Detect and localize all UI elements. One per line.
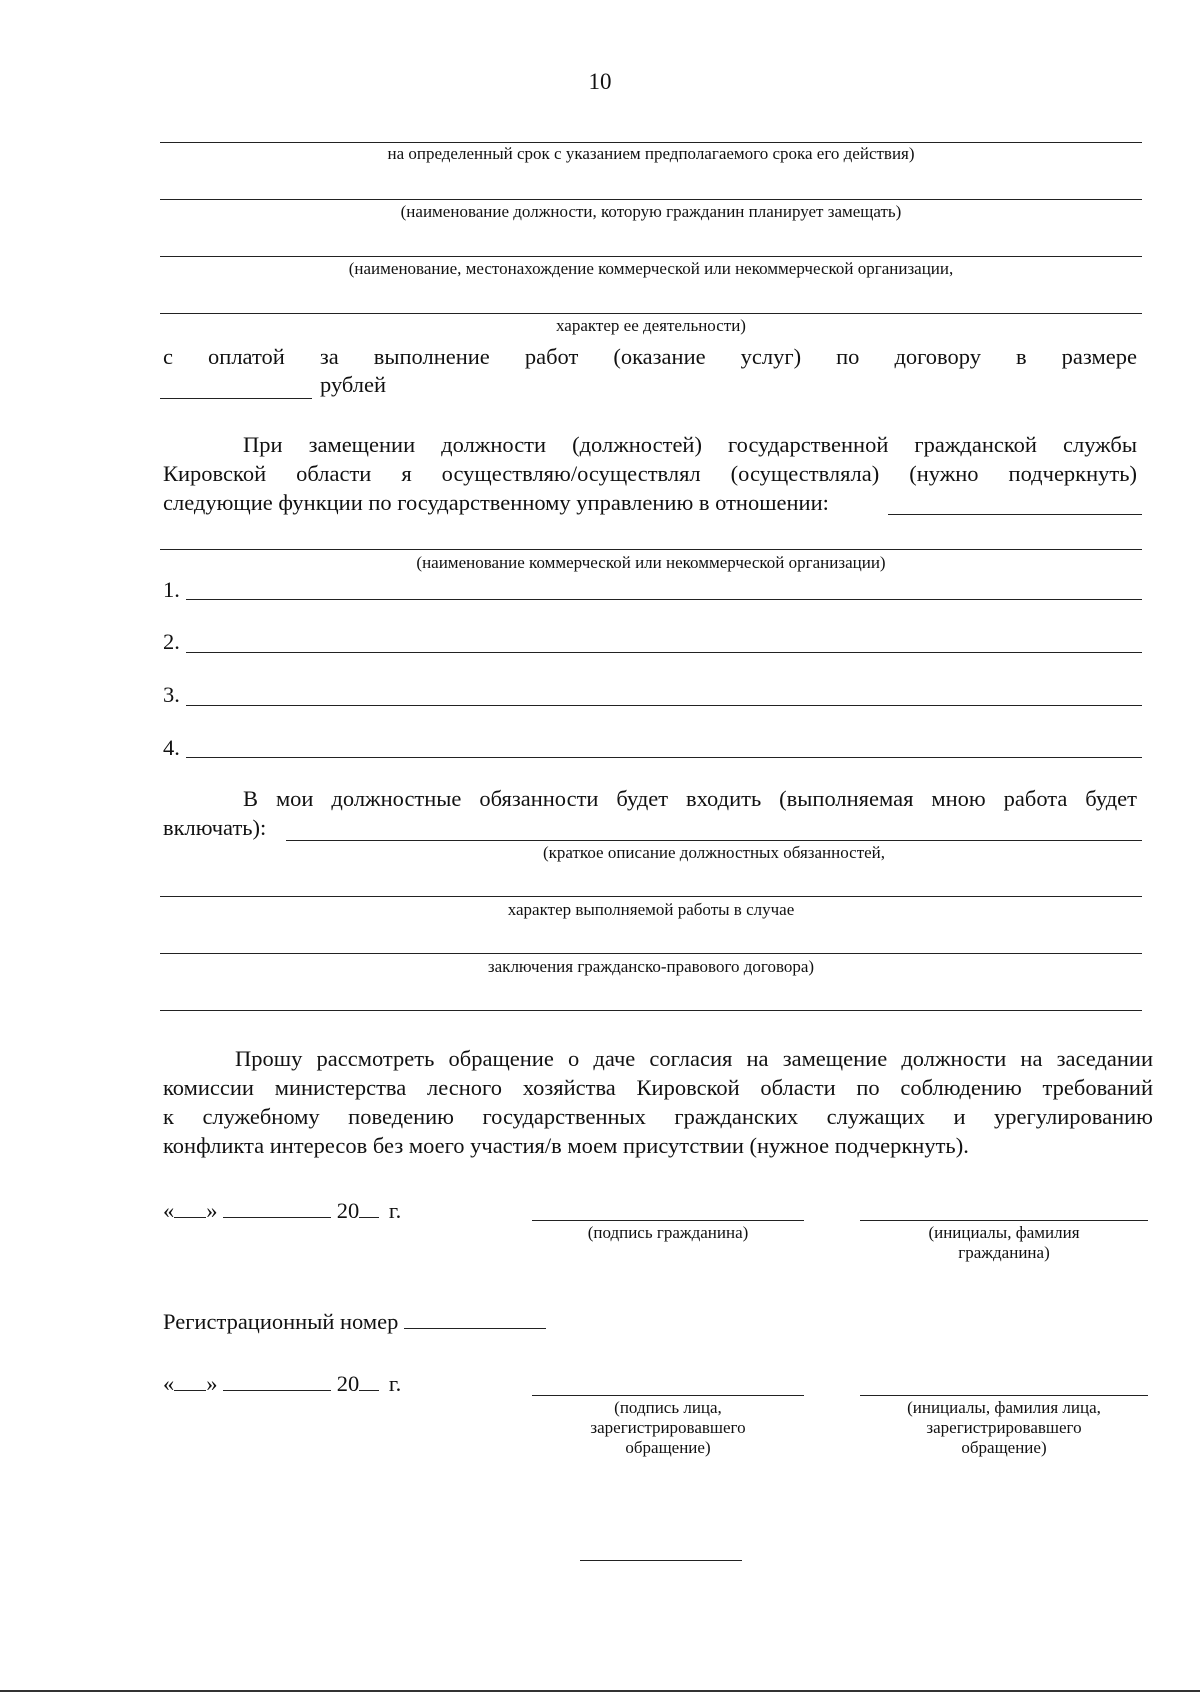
end-separator bbox=[580, 1560, 742, 1561]
caption-activity: характер ее деятельности) bbox=[556, 316, 746, 335]
amount-field[interactable] bbox=[160, 398, 312, 399]
registrar-signature-caption bbox=[532, 1398, 804, 1458]
scan-edge-line bbox=[0, 1690, 1200, 1692]
fill-line[interactable] bbox=[160, 199, 1142, 200]
caption-position: (наименование должности, которую гражданин планирует замещать) bbox=[400, 202, 902, 221]
payment-word: выполнение bbox=[373, 344, 490, 369]
paragraph-line: следующие функции по государственному управлению в отношении: bbox=[163, 490, 829, 515]
fill-line[interactable] bbox=[160, 896, 1142, 897]
item-field[interactable] bbox=[186, 705, 1142, 706]
payment-word: услуг) bbox=[740, 344, 802, 369]
request-paragraph bbox=[163, 1044, 1153, 1160]
registrar-name-field[interactable] bbox=[860, 1395, 1148, 1396]
caption-line: обращение) bbox=[625, 1438, 711, 1457]
day-field[interactable] bbox=[174, 1197, 206, 1218]
fill-line[interactable] bbox=[160, 256, 1142, 257]
payment-word: по bbox=[836, 344, 860, 369]
item-field[interactable] bbox=[186, 757, 1142, 758]
date-close-quote: » bbox=[206, 1198, 218, 1223]
date-open-quote: « bbox=[163, 1198, 175, 1223]
org-relation-field[interactable] bbox=[888, 514, 1142, 515]
caption-term: на определенный срок с указанием предполагаемого срока его действия) bbox=[387, 144, 915, 163]
duties-paragraph bbox=[163, 784, 1137, 842]
paragraph-line: включать): bbox=[163, 815, 267, 840]
caption-organization: (наименование, местонахождение коммерческой или некоммерческой организации, bbox=[348, 259, 954, 278]
payment-word: за bbox=[319, 344, 339, 369]
caption-line: обращение) bbox=[961, 1438, 1047, 1457]
year-field[interactable] bbox=[359, 1370, 379, 1391]
item-number: 2. bbox=[163, 629, 180, 654]
payment-word: (оказание bbox=[613, 344, 706, 369]
caption-line: зарегистрировавшего bbox=[590, 1418, 746, 1437]
month-field[interactable] bbox=[223, 1197, 331, 1218]
payment-line bbox=[163, 342, 1137, 371]
payment-word: в bbox=[1016, 344, 1027, 369]
registrar-name-caption bbox=[860, 1398, 1148, 1458]
payment-word: договору bbox=[894, 344, 981, 369]
duties-field[interactable] bbox=[286, 840, 1142, 841]
currency-label: рублей bbox=[320, 372, 387, 397]
year-suffix: г. bbox=[388, 1198, 402, 1223]
paragraph-line: конфликта интересов без моего участия/в моем присутствии (нужное подчеркнуть). bbox=[163, 1133, 969, 1158]
fill-line[interactable] bbox=[160, 953, 1142, 954]
date-line bbox=[163, 1369, 401, 1398]
date-open-quote: « bbox=[163, 1371, 175, 1396]
citizen-name-caption bbox=[860, 1223, 1148, 1263]
payment-word: оплатой bbox=[208, 344, 285, 369]
year-suffix: г. bbox=[388, 1371, 402, 1396]
caption-line: (подпись лица, bbox=[614, 1398, 722, 1417]
citizen-signature-field[interactable] bbox=[532, 1220, 804, 1221]
fill-line[interactable] bbox=[160, 313, 1142, 314]
registrar-signature-field[interactable] bbox=[532, 1395, 804, 1396]
caption-work-type: характер выполняемой работы в случае bbox=[507, 900, 795, 919]
page-number: 10 bbox=[588, 69, 612, 94]
year-prefix: 20 bbox=[336, 1198, 360, 1223]
payment-word: размере bbox=[1061, 344, 1137, 369]
day-field[interactable] bbox=[174, 1370, 206, 1391]
paragraph-line: При замещении должности (должностей) государственной гражданской службы bbox=[243, 432, 1137, 457]
item-number: 1. bbox=[163, 577, 180, 602]
citizen-signature-caption: (подпись гражданина) bbox=[587, 1223, 749, 1242]
paragraph-line: Прошу рассмотреть обращение о даче согласия на замещение должности на заседании bbox=[235, 1046, 1153, 1071]
caption-line: зарегистрировавшего bbox=[926, 1418, 1082, 1437]
payment-word: работ bbox=[524, 344, 579, 369]
date-close-quote: » bbox=[206, 1371, 218, 1396]
date-line bbox=[163, 1196, 401, 1225]
caption-org-name: (наименование коммерческой или некоммерческой организации) bbox=[416, 553, 886, 572]
caption-line: (инициалы, фамилия лица, bbox=[907, 1398, 1101, 1417]
item-field[interactable] bbox=[186, 652, 1142, 653]
paragraph-line: Кировской области я осуществляю/осуществлял (осуществляла) (нужно подчеркнуть) bbox=[163, 461, 1137, 486]
registration-line bbox=[163, 1307, 546, 1336]
year-field[interactable] bbox=[359, 1197, 379, 1218]
functions-paragraph bbox=[163, 430, 1137, 517]
fill-line[interactable] bbox=[160, 142, 1142, 143]
item-number: 3. bbox=[163, 682, 180, 707]
caption-line: гражданина) bbox=[958, 1243, 1050, 1262]
citizen-name-field[interactable] bbox=[860, 1220, 1148, 1221]
item-field[interactable] bbox=[186, 599, 1142, 600]
registration-number-field[interactable] bbox=[404, 1308, 546, 1329]
paragraph-line: комиссии министерства лесного хозяйства Кировской области по соблюдению требований bbox=[163, 1075, 1153, 1100]
year-prefix: 20 bbox=[336, 1371, 360, 1396]
caption-line: (инициалы, фамилия bbox=[928, 1223, 1080, 1242]
item-number: 4. bbox=[163, 735, 180, 760]
paragraph-line: В мои должностные обязанности будет входить (выполняемая мною работа будет bbox=[243, 786, 1137, 811]
registration-label: Регистрационный номер bbox=[163, 1309, 399, 1334]
paragraph-line: к служебному поведению государственных гражданских служащих и урегулированию bbox=[163, 1104, 1153, 1129]
caption-contract: заключения гражданско-правового договора) bbox=[487, 957, 815, 976]
payment-word: с bbox=[163, 344, 173, 369]
fill-line[interactable] bbox=[160, 549, 1142, 550]
caption-duties: (краткое описание должностных обязанностей, bbox=[542, 843, 886, 862]
month-field[interactable] bbox=[223, 1370, 331, 1391]
fill-line[interactable] bbox=[160, 1010, 1142, 1011]
